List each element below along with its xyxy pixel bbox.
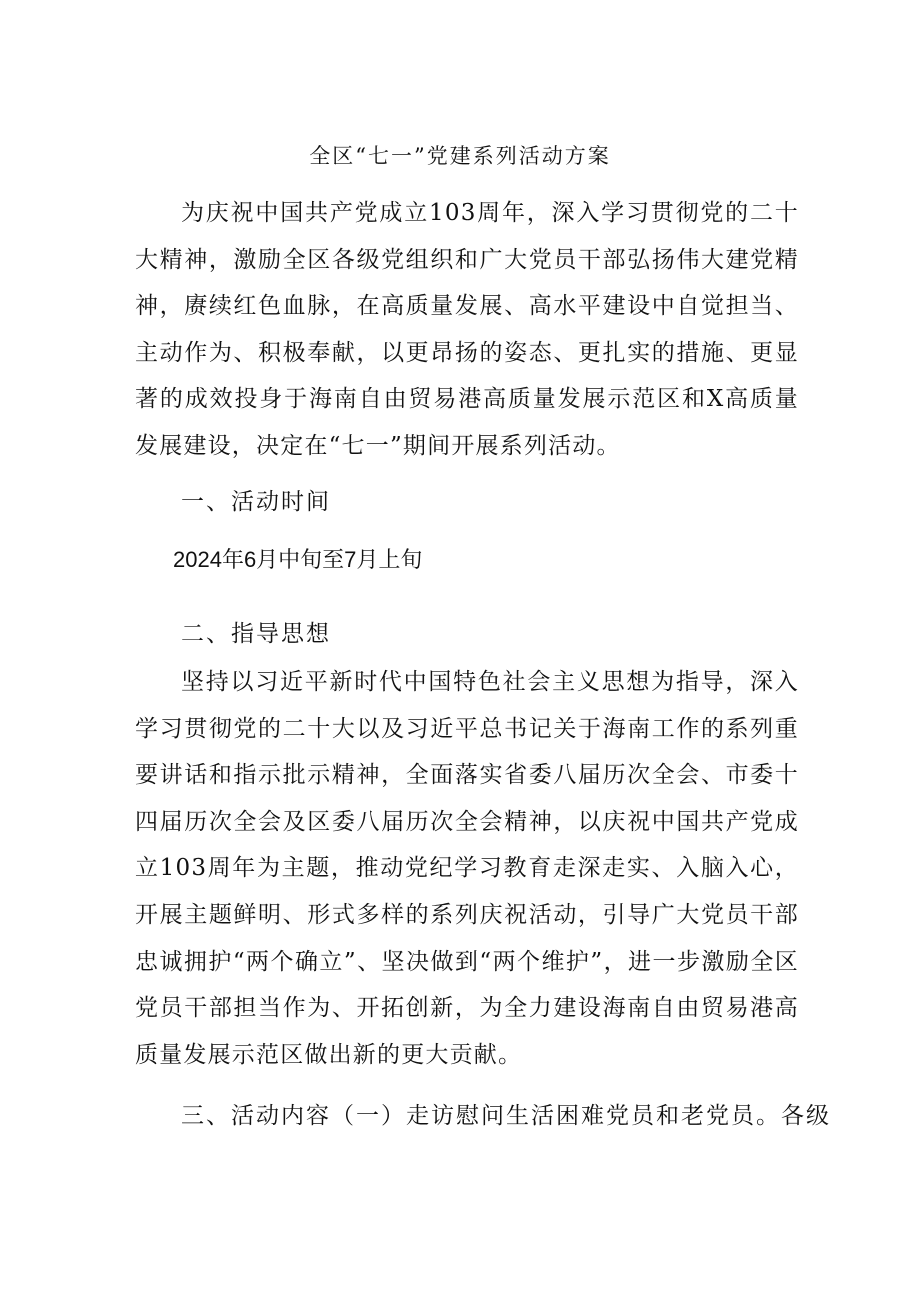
document-title: 全区“七一”党建系列活动方案 bbox=[309, 144, 611, 168]
activity-time-value: 2024年6月中旬至7月上旬 bbox=[173, 547, 423, 572]
intro-paragraph: 为庆祝中国共产党成立103周年，深入学习贯彻党的二十大精神，激励全区各级党组织和广大党员干部弘扬伟大建党精神，赓续红色血脉，在高质量发展、高水平建设中自觉担当、主动作为、积极奉献，以更昂扬的姿态、更扎实的措施、更显著的成效投身于海南自由贸易港高质量发展示范区和X高质量发展建设，决定在“七一”期间开展系列活动。 bbox=[135, 200, 799, 459]
section-heading-activity-content: 三、活动内容（一）走访慰问生活困难党员和老党员。各级 bbox=[181, 1103, 831, 1129]
section-heading-guiding-thought: 二、指导思想 bbox=[181, 621, 331, 647]
section-heading-time: 一、活动时间 bbox=[181, 489, 331, 515]
guiding-thought-paragraph: 坚持以习近平新时代中国特色社会主义思想为指导，深入学习贯彻党的二十大以及习近平总书记关于海南工作的系列重要讲话和指示批示精神，全面落实省委八届历次全会、市委十四届历次全会及区委八届历次全会精神，以庆祝中国共产党成立103周年为主题，推动党纪学习教育走深走实、入脑入心，开展主题鲜明、形式多样的系列庆祝活动，引导广大党员干部忠诚拥护“两个确立”、坚决做到“两个维护”，进一步激励全区党员干部担当作为、开拓创新，为全力建设海南自由贸易港高质量发展示范区做出新的更大贡献。 bbox=[135, 669, 799, 1068]
